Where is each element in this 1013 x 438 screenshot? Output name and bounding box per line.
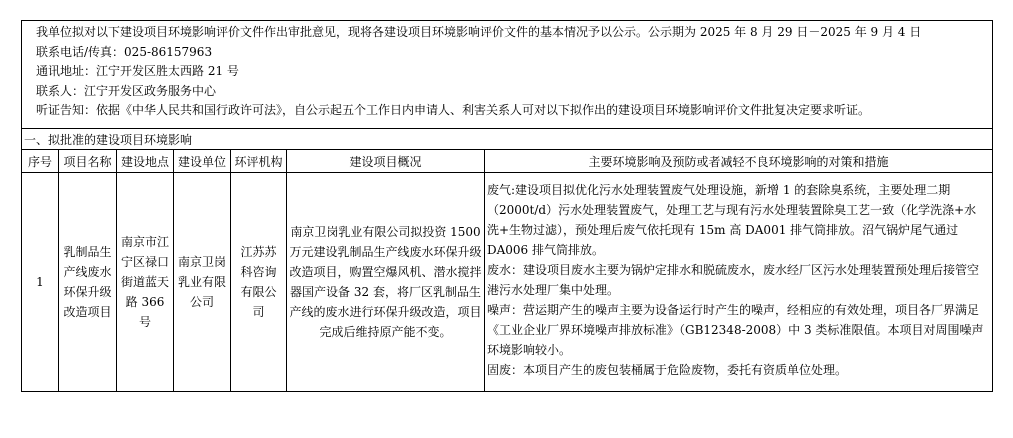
notice-sheet [21, 20, 992, 408]
section-title: 一、拟批准的建设项目环境影响 [22, 129, 993, 150]
notice-contact: 联系人：江宁开发区政务服务中心 [36, 83, 217, 98]
project-agency: 江苏苏科咨询有限公司 [231, 173, 287, 392]
column-header: 主要环境影响及预防或者减轻不良环境影响的对策和措施 [485, 150, 993, 173]
table-row [22, 173, 993, 392]
notice-intro: 我单位拟对以下建设项目环境影响评价文件作出审批意见，现将各建设项目环境影响评价文件的基本情况予以公示。公示期为 2025 年 8 月 29 日－2025 年 9 月 4 日 [36, 25, 922, 39]
project-name: 乳制品生产线废水环保升级改造项目 [59, 173, 117, 392]
table-header [22, 150, 993, 173]
column-header: 建设单位 [174, 150, 231, 173]
notice-address: 通讯地址：江宁开发区胜太西路 21 号 [36, 64, 239, 78]
project-table [21, 20, 993, 392]
project-builder: 南京卫岗乳业有限公司 [174, 173, 231, 392]
measure-noise: 噪声：营运期产生的噪声主要为设备运行时产生的噪声，经相应的有效处理，项目各厂界满足《工业企业厂界环境噪声排放标准》（GB12348-2008）中 3 类标准限值。本项目对周围噪声环境影响较小。 [487, 303, 984, 357]
column-header: 建设项目概况 [287, 150, 485, 173]
column-header: 建设地点 [117, 150, 174, 173]
column-header: 序号 [22, 150, 59, 173]
notice-phone: 联系电话/传真：025-86157963 [36, 44, 213, 59]
project-measures [485, 173, 993, 392]
measure-wastewater: 废水：建设项目废水主要为锅炉定排水和脱硫废水，废水经厂区污水处理装置预处理后接管空港污水处理厂集中处理。 [487, 263, 980, 297]
notice-hearing: 听证告知：依据《中华人民共和国行政许可法》，自公示起五个工作日内申请人、利害关系人可对以下拟作出的建设项目环境影响评价文件批复决定要求听证。 [36, 103, 871, 117]
column-header: 项目名称 [59, 150, 117, 173]
column-header: 环评机构 [231, 150, 287, 173]
measure-solid-waste: 固废：本项目产生的废包装桶属于危险废物，委托有资质单位处理。 [487, 363, 848, 377]
project-overview: 南京卫岗乳业有限公司拟投资 1500 万元建设乳制品生产线废水环保升级改造项目，购置空爆风机、潜水搅拌器国产设备 32 套，将厂区乳制品生产线的废水进行环保升级改造，项目完成后维持原产能不变。 [287, 173, 485, 392]
measure-exhaust: 废气:建设项目拟优化污水处理装置废气处理设施，新增 1 的套除臭系统，主要处理二期（2000t/d）污水处理装置废气，处理工艺与现有污水处理装置除臭工艺一致（化学洗涤+水洗+生物过滤），预处理后废气依托现有 15m 高 DA001 排气筒排放。沼气锅炉尾气通过 DA006 排气筒排放。 [487, 183, 977, 257]
notice-block [22, 21, 993, 129]
project-location: 南京市江宁区禄口街道蓝天路 366 号 [117, 173, 174, 392]
row-index: 1 [22, 173, 59, 392]
